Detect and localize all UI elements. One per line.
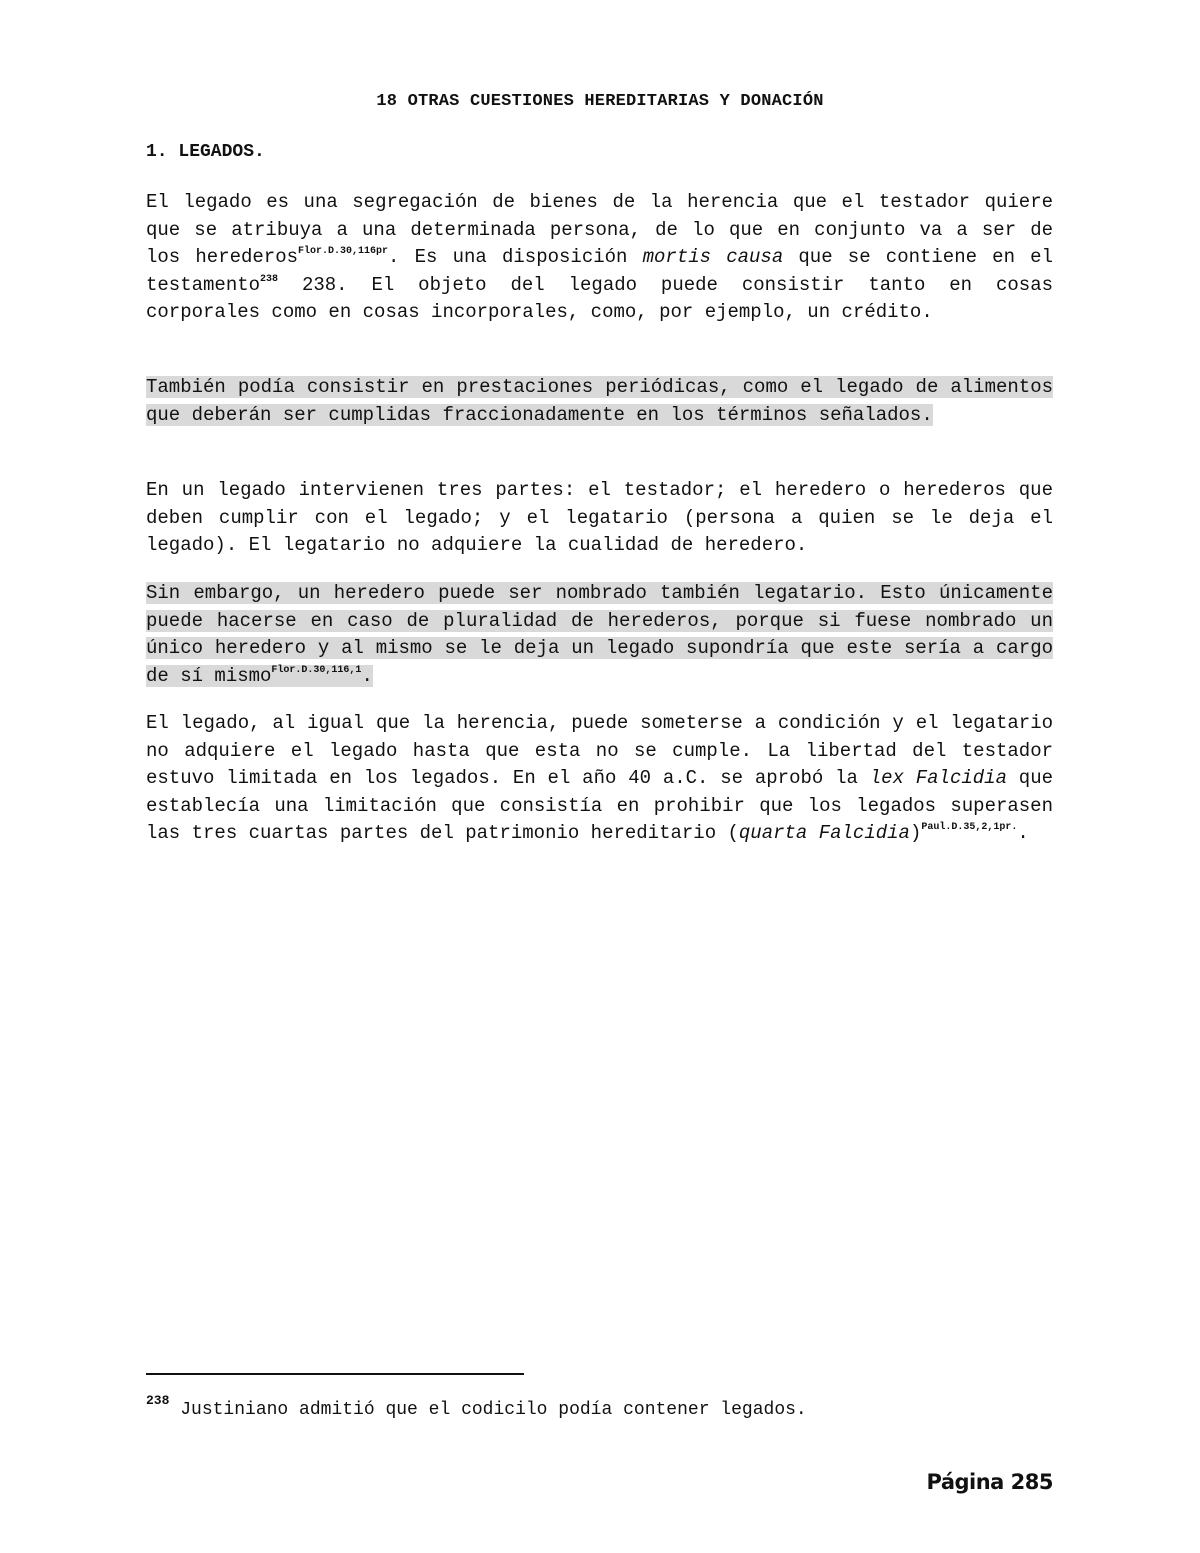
paragraph-text: El legado es una segregación de bienes de la herencia que el testador quiere que se atribuya a una determinada persona, de lo que en conjunto va a ser de los herederos	[146, 191, 1053, 268]
paragraph-text: que establecía una limitación que consistía en prohibir que los legados superasen las tres cuartas partes del patrimonio hereditario (	[146, 767, 1054, 844]
emphasis-text: lex Falcidia	[869, 767, 1007, 789]
footnote-text: Justiniano admitió que el codicilo podía contener legados.	[180, 1400, 807, 1420]
footnote-separator	[146, 1373, 524, 1375]
chapter-title: 18 OTRAS CUESTIONES HEREDITARIAS Y DONACIÓN	[376, 92, 824, 111]
paragraph-text: En un legado intervienen tres partes: el testador; el heredero o herederos que deben cumplir con el legado; y el legatario (persona a quien se le deja el legado). El legatario no adquiere la cualidad de heredero.	[146, 479, 1053, 556]
paragraph-5	[146, 710, 1053, 848]
page-number: Página 285	[926, 1470, 1053, 1494]
paragraph-3	[146, 477, 1053, 560]
highlighted-text: También podía consistir en prestaciones periódicas, como el legado de alimentos que deberán ser cumplidas fraccionadamente en los términos señalados.	[146, 376, 1053, 426]
paragraph-1	[146, 189, 1053, 327]
paragraph-text: .	[1017, 822, 1029, 844]
paragraph-text: . Es una disposición	[388, 246, 643, 268]
paragraph-text: Sin embargo, un heredero puede ser nombrado también legatario. Esto únicamente puede hacerse en caso de pluralidad de herederos, porque si fuese nombrado un único heredero y al mismo se le deja un legado supondría que este sería a cargo de sí mismo	[146, 582, 1053, 687]
footnote	[146, 1393, 807, 1420]
paragraph-2	[146, 374, 1053, 429]
emphasis-text: mortis causa	[642, 246, 784, 268]
paragraph-text: El legado, al igual que la herencia, puede someterse a condición y el legatario no adquiere el legado hasta que esta no se cumple. La libertad del testador estuvo limitada en los legados. En el año 40 a.C. se aprobó la	[146, 712, 1053, 789]
citation-ref: Paul.D.35,2,1pr.	[921, 822, 1018, 833]
citation-ref: Flor.D.30,116pr	[298, 246, 389, 257]
paragraph-text: que se contiene en el testamento	[146, 246, 1053, 296]
citation-ref: Flor.D.30,116,1	[271, 664, 362, 676]
paragraph-text: )	[909, 822, 922, 844]
section-heading: 1. LEGADOS.	[146, 142, 265, 162]
footnote-number: 238	[146, 1393, 170, 1408]
footnote-ref[interactable]: 238	[260, 273, 279, 285]
paragraph-text: .	[361, 664, 373, 687]
highlighted-text	[146, 582, 1053, 687]
emphasis-text: quarta Falcidia	[738, 822, 910, 844]
paragraph-4	[146, 580, 1053, 690]
paragraph-text: 238. El objeto del legado puede consistir tanto en cosas corporales como en cosas incorporales, como, por ejemplo, un crédito.	[146, 273, 1053, 323]
